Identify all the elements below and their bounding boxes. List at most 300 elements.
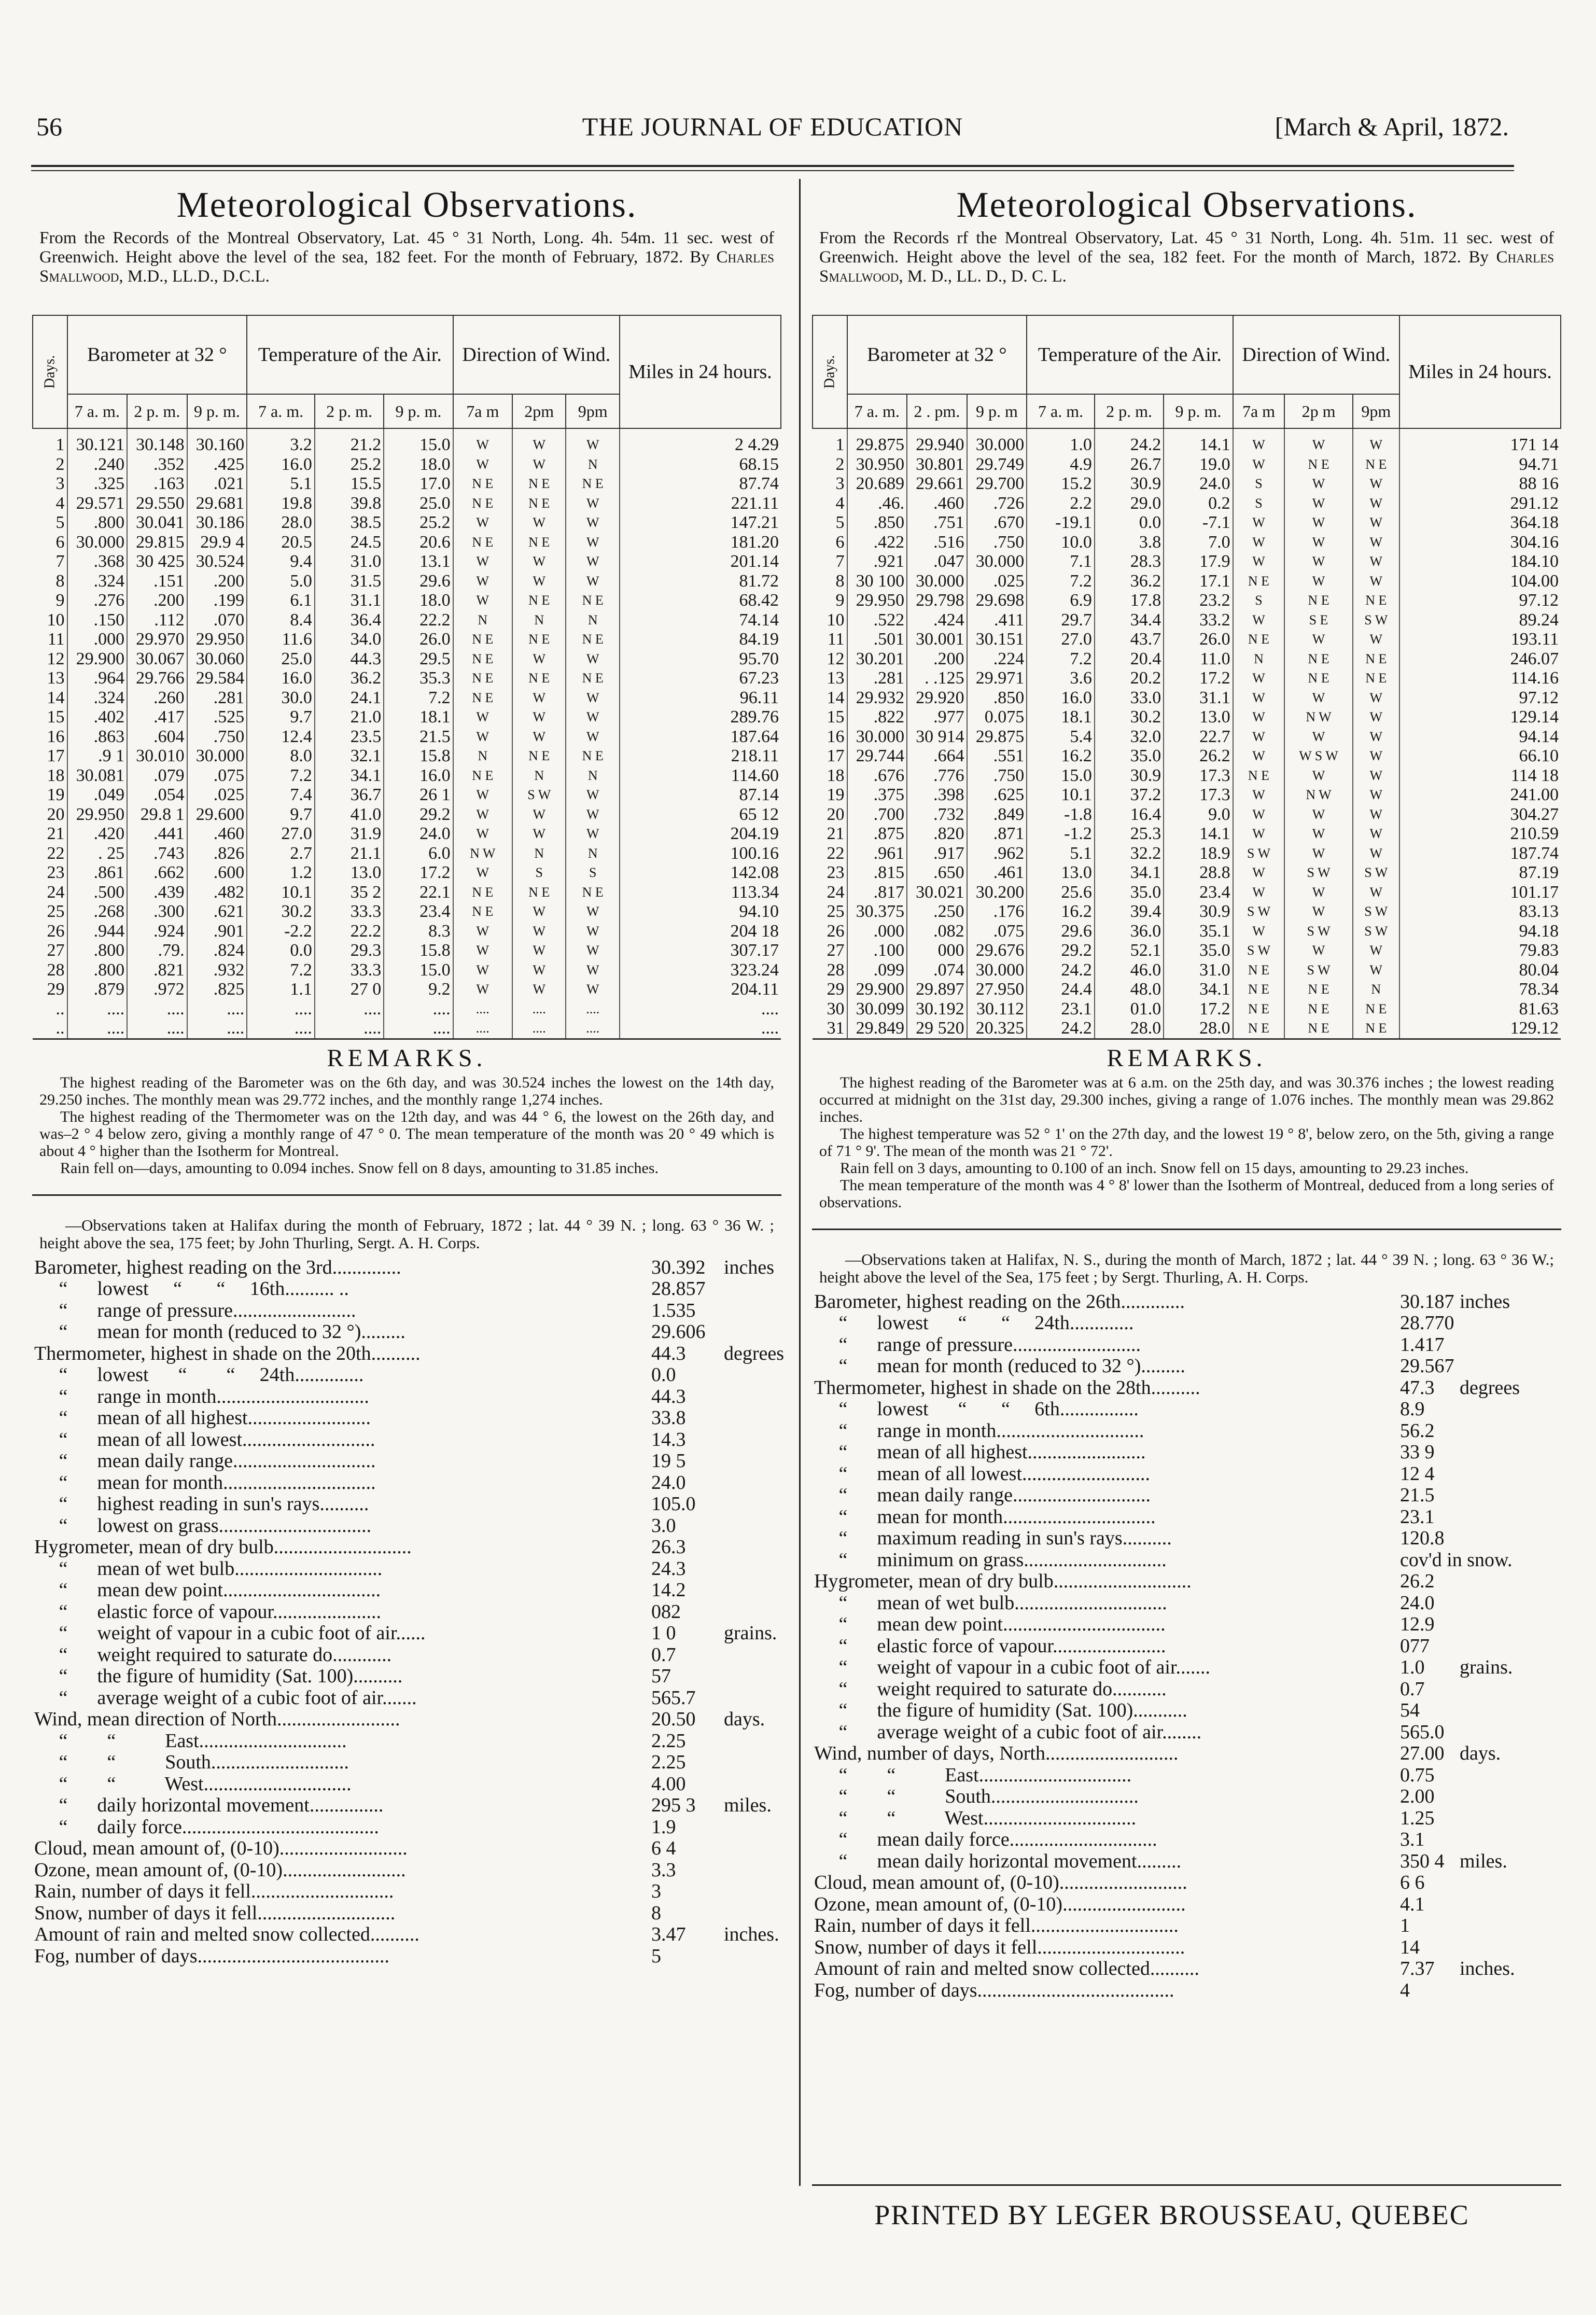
temp-2pm-cell: 29.0 [1095, 494, 1164, 513]
stat-label: Ozone, mean amount of, (0-10)......................... [34, 1859, 406, 1881]
baro-9pm-cell: 29.875 [967, 727, 1027, 747]
stat-row [814, 1485, 1561, 1507]
table-row [33, 474, 781, 494]
temp-7am-cell: 9.4 [247, 552, 315, 571]
stat-label: “ “ South............................ [34, 1751, 349, 1773]
author-name: Charles Smallwood, M. D., LL. D., D. C. L. [819, 248, 1554, 286]
temp-7am-cell: .... [247, 999, 315, 1019]
baro-7am-cell: 29.571 [67, 494, 128, 513]
stat-unit: inches. [724, 1923, 779, 1945]
stat-row [34, 1860, 781, 1881]
stat-row [34, 1429, 781, 1451]
stat-row [814, 1958, 1561, 1980]
temp-7am-cell: 23.1 [1027, 999, 1095, 1019]
stat-value: 565.7 [651, 1686, 696, 1709]
wind-9pm-cell: W [566, 902, 620, 922]
wind-9pm-cell: W [566, 494, 620, 513]
wind-2pm-cell: N E [512, 668, 566, 688]
stat-label: Snow, number of days it fell............................ [34, 1902, 396, 1924]
stat-row [34, 1515, 781, 1537]
wind-9pm-cell: S W [1353, 922, 1399, 941]
baro-2pm-cell: 29.920 [907, 688, 967, 708]
temp-9pm-cell: 14.1 [1164, 824, 1233, 844]
temp-9pm-cell: 25.0 [384, 494, 453, 513]
baro-2pm-cell: 30.041 [127, 513, 187, 533]
baro-7am-cell: .863 [67, 727, 128, 747]
baro-7am-cell: .049 [67, 785, 128, 805]
temp-7am-cell: -19.1 [1027, 513, 1095, 533]
stat-row [34, 1472, 781, 1494]
stat-value: 4 [1400, 1979, 1410, 2001]
day-cell: 15 [827, 707, 845, 727]
temp-7am-header: 7 a. m. [1027, 394, 1095, 428]
stat-row [34, 1903, 781, 1924]
temp-7am-cell: 3.2 [247, 428, 315, 455]
stat-label: “ mean for month............................... [34, 1471, 376, 1494]
stat-label: “ mean of all highest........................ [814, 1441, 1146, 1463]
temp-9pm-cell: 17.3 [1164, 785, 1233, 805]
stat-row [814, 1571, 1561, 1593]
stat-label: “ the figure of humidity (Sat. 100)........... [814, 1699, 1187, 1721]
wind-7am-cell: W [453, 863, 512, 883]
stat-label: Fog, number of days........................................ [814, 1979, 1174, 2001]
temp-9pm-cell: 17.2 [384, 863, 453, 883]
temp-2pm-cell: 33.0 [1095, 688, 1164, 708]
baro-2pm-cell: 29.897 [907, 980, 967, 999]
table-row [33, 902, 781, 922]
wind-9pm-cell: W [1353, 513, 1399, 533]
baro-9pm-cell: .849 [967, 805, 1027, 825]
table-row [813, 844, 1561, 863]
miles-cell: 94.14 [1399, 727, 1561, 747]
wind-7am-cell: .... [453, 1019, 512, 1039]
wind-7am-cell: W [1233, 513, 1285, 533]
baro-2pm-cell: .732 [907, 805, 967, 825]
stat-value: 6 4 [651, 1837, 676, 1859]
baro-7am-cell: .815 [847, 863, 907, 883]
temp-7am-cell: 7.4 [247, 785, 315, 805]
baro-2pm-cell: .751 [907, 513, 967, 533]
baro-9pm-cell: .200 [187, 571, 247, 591]
temp-7am-cell: 29.6 [1027, 922, 1095, 941]
temp-2pm-cell: 01.0 [1095, 999, 1164, 1019]
baro-2pm-cell: .650 [907, 863, 967, 883]
wind-7am-cell: N E [1233, 766, 1285, 786]
baro-9pm-cell: .825 [187, 980, 247, 999]
stat-row [814, 1593, 1561, 1614]
baro-7am-cell: .817 [847, 883, 907, 902]
temp-9pm-cell: 26.0 [384, 630, 453, 649]
temp-7am-cell: 10.0 [1027, 533, 1095, 552]
wind-9pm-cell: W [566, 428, 620, 455]
stat-label: “ average weight of a cubic foot of air........ [814, 1721, 1202, 1743]
stat-label: “ mean for month (reduced to 32 °)......... [34, 1321, 405, 1343]
stat-value: 20.50 [651, 1708, 696, 1730]
baro-2pm-cell: .79. [127, 941, 187, 960]
observations-table [32, 315, 781, 1040]
baro-9pm-cell: .871 [967, 824, 1027, 844]
table-row [33, 428, 781, 455]
miles-cell: 221.11 [620, 494, 781, 513]
stat-row [814, 1291, 1561, 1313]
miles-cell: 88 16 [1399, 474, 1561, 494]
wind-9pm-cell: W [1353, 844, 1399, 863]
temp-9pm-cell: 25.2 [384, 513, 453, 533]
table-row [33, 785, 781, 805]
temp-2pm-cell: 25.2 [315, 455, 384, 475]
stat-label: Cloud, mean amount of, (0-10).......................... [34, 1837, 408, 1859]
miles-cell: 87.14 [620, 785, 781, 805]
stat-row [34, 1644, 781, 1666]
temp-9pm-cell: 26.2 [1164, 746, 1233, 766]
baro-9pm-cell: .460 [187, 824, 247, 844]
wind-2pm-cell: W [1284, 941, 1352, 960]
wind-7am-cell: N E [1233, 571, 1285, 591]
header-rule-thin [31, 170, 1514, 171]
temp-7am-cell: 15.2 [1027, 474, 1095, 494]
temp-2pm-cell: 31.5 [315, 571, 384, 591]
wind-7am-cell: W [1233, 668, 1285, 688]
table-row [33, 824, 781, 844]
wind-7am-cell: W [453, 941, 512, 960]
wind-7am-cell: N E [1233, 999, 1285, 1019]
wind-2pm-cell: W [1284, 766, 1352, 786]
day-cell: 31 [827, 1019, 845, 1038]
wind-9pm-cell: W [1353, 533, 1399, 552]
temp-2pm-cell: 30.9 [1095, 474, 1164, 494]
temp-2pm-cell: 31.9 [315, 824, 384, 844]
wind-9pm-cell: N E [1353, 591, 1399, 610]
temp-2pm-cell: 36.2 [1095, 571, 1164, 591]
temp-7am-cell: 6.9 [1027, 591, 1095, 610]
temperature-header: Temperature of the Air. [1027, 315, 1233, 394]
stat-value: 30.187 [1400, 1290, 1454, 1313]
wind-9pm-cell: N E [1353, 649, 1399, 669]
temp-2pm-cell: 25.3 [1095, 824, 1164, 844]
temp-9pm-cell: 22.7 [1164, 727, 1233, 747]
wind-2pm-cell: W [1284, 824, 1352, 844]
table-row [813, 688, 1561, 708]
temp-7am-cell: 15.0 [1027, 766, 1095, 786]
wind-2pm-cell: W [512, 727, 566, 747]
temp-9pm-cell: 18.0 [384, 591, 453, 610]
day-cell: .. [55, 1019, 65, 1038]
temp-2pm-cell: 16.4 [1095, 805, 1164, 825]
wind-7am-cell: W [1233, 746, 1285, 766]
stat-value: 295 3 [651, 1794, 696, 1816]
wind-2pm-cell: W [512, 571, 566, 591]
stat-value: 21.5 [1400, 1484, 1435, 1506]
baro-7am-cell: .800 [67, 941, 128, 960]
table-row [813, 883, 1561, 902]
baro-2pm-cell: 29.661 [907, 474, 967, 494]
stat-label: “ mean of all lowest.......................... [814, 1462, 1151, 1485]
wind-9pm-cell: W [566, 941, 620, 960]
baro-2pm-cell: .460 [907, 494, 967, 513]
temp-7am-cell: 5.1 [1027, 844, 1095, 863]
day-cell: 18 [827, 765, 845, 785]
stat-label: “ mean of wet bulb............................... [814, 1592, 1167, 1614]
stat-label: “ mean daily horizontal movement......... [814, 1850, 1182, 1872]
baro-9pm-cell: .075 [187, 766, 247, 786]
miles-cell: 94.10 [620, 902, 781, 922]
temp-7am-cell: 19.8 [247, 494, 315, 513]
baro-9pm-cell: 30.000 [187, 746, 247, 766]
wind-7am-cell: N E [1233, 980, 1285, 999]
wind-9pm-cell: N E [1353, 455, 1399, 475]
baro-2pm-cell: 30.001 [907, 630, 967, 649]
temp-2pm-cell: 37.2 [1095, 785, 1164, 805]
wind-9pm-header: 9pm [566, 394, 620, 428]
wind-header: Direction of Wind. [1233, 315, 1399, 394]
temp-2pm-cell: 30.9 [1095, 766, 1164, 786]
wind-9pm-cell: W [566, 707, 620, 727]
wind-9pm-cell: W [566, 980, 620, 999]
temp-7am-cell: 0.0 [247, 941, 315, 960]
temp-7am-cell: 29.7 [1027, 610, 1095, 630]
stat-row [34, 1601, 781, 1623]
baro-9pm-cell: .824 [187, 941, 247, 960]
table-row [813, 1019, 1561, 1039]
wind-9pm-cell: W [566, 960, 620, 980]
baro-9pm-cell: .750 [187, 727, 247, 747]
table-row [33, 941, 781, 960]
wind-9pm-cell: N [566, 455, 620, 475]
baro-2pm-cell: 30.801 [907, 455, 967, 475]
baro-2pm-cell: .112 [127, 610, 187, 630]
temp-2pm-cell: 27 0 [315, 980, 384, 999]
remarks-paragraph: The highest temperature was 52 ° 1' on the 27th day, and the lowest 19 ° 8', below zero, on the 5th, giving a range of 71 ° 9'. The mean of the month was 21 ° 72'. [819, 1125, 1554, 1160]
baro-7am-cell: .375 [847, 785, 907, 805]
miles-cell: 96.11 [620, 688, 781, 708]
stat-value: 6 6 [1400, 1872, 1425, 1893]
temp-9pm-cell: 28.8 [1164, 863, 1233, 883]
baro-2pm-cell: 29.8 1 [127, 805, 187, 825]
baro-9pm-cell: .962 [967, 844, 1027, 863]
day-cell: 11 [47, 630, 65, 649]
temp-7am-cell: -1.8 [1027, 805, 1095, 825]
stat-row [814, 1980, 1561, 2002]
temp-9pm-cell: 17.1 [1164, 571, 1233, 591]
baro-7am-cell: .268 [67, 902, 128, 922]
wind-7am-cell: W [1233, 552, 1285, 571]
baro-2pm-cell: 30.010 [127, 746, 187, 766]
wind-9pm-cell: W [1353, 494, 1399, 513]
stat-label: “ daily horizontal movement............... [34, 1794, 384, 1816]
remarks-paragraph: The highest reading of the Barometer was at 6 a.m. on the 25th day, and was 30.376 inches ; the lowest reading occurred at midnight on the 31st day, 29.300 inches, giving a range of 1.076 inches. The monthly mean was 29.862 inches. [819, 1073, 1554, 1125]
wind-2pm-cell: W [512, 941, 566, 960]
baro-2pm-cell: 30.148 [127, 428, 187, 455]
table-row [813, 746, 1561, 766]
miles-cell: 66.10 [1399, 746, 1561, 766]
stat-row [34, 1709, 781, 1731]
baro-9pm-cell: 29.584 [187, 668, 247, 688]
day-cell: 10 [827, 610, 845, 630]
stat-row [34, 1881, 781, 1903]
stat-unit: days. [1460, 1742, 1501, 1764]
baro-9pm-cell: 27.950 [967, 980, 1027, 999]
stat-row [814, 1937, 1561, 1959]
temp-9pm-cell: 20.6 [384, 533, 453, 552]
stat-row [814, 1334, 1561, 1356]
temp-2pm-cell: .... [315, 1019, 384, 1039]
stat-row [34, 1278, 781, 1300]
temp-2pm-cell: 36.0 [1095, 922, 1164, 941]
baro-2pm-cell: .151 [127, 571, 187, 591]
stat-unit: degrees [724, 1342, 785, 1364]
temp-2pm-cell: 44.3 [315, 649, 384, 669]
day-cell: 29 [827, 980, 845, 999]
table-row [33, 727, 781, 747]
baro-9pm-cell: .025 [187, 785, 247, 805]
baro-7am-cell: 29.932 [847, 688, 907, 708]
baro-7am-cell: 29.849 [847, 1019, 907, 1039]
temp-9pm-cell: 18.0 [384, 455, 453, 475]
temp-2pm-cell: 34.1 [315, 766, 384, 786]
baro-9pm-cell: .932 [187, 960, 247, 980]
temp-2pm-cell: 20.4 [1095, 649, 1164, 669]
temp-9pm-cell: 0.2 [1164, 494, 1233, 513]
table-row [33, 922, 781, 941]
miles-cell: 187.64 [620, 727, 781, 747]
wind-2pm-cell: W [512, 805, 566, 825]
stat-value: 1.0 [1400, 1656, 1425, 1678]
wind-7am-cell: W [453, 591, 512, 610]
source-text: From the Records of the Montreal Observatory, Lat. 45 ° 31 North, Long. 4h. 54m. 11 sec. west of Greenwich. Height above the level of the sea, 182 feet. For the month of February, 1872. By [39, 229, 774, 267]
baro-7am-cell: 30.375 [847, 902, 907, 922]
stat-label: Cloud, mean amount of, (0-10).......................... [814, 1872, 1187, 1893]
day-cell: 7 [835, 552, 845, 571]
table-row [813, 824, 1561, 844]
february-column [32, 179, 785, 2274]
wind-9pm-cell: W [566, 552, 620, 571]
stat-row [34, 1666, 781, 1688]
wind-2pm-cell: N [512, 766, 566, 786]
miles-cell: 67.23 [620, 668, 781, 688]
temp-2pm-cell: 26.7 [1095, 455, 1164, 475]
wind-2pm-cell: S W [512, 785, 566, 805]
table-row [813, 494, 1561, 513]
wind-7am-cell: N E [453, 902, 512, 922]
stat-value: 1 0 [651, 1622, 676, 1644]
miles-cell: 246.07 [1399, 649, 1561, 669]
miles-cell: 79.83 [1399, 941, 1561, 960]
stat-label: “ mean of all lowest........................... [34, 1428, 375, 1451]
baro-2pm-cell: .776 [907, 766, 967, 786]
baro-9pm-header: 9 p. m [967, 394, 1027, 428]
table-row [33, 999, 781, 1019]
wind-7am-cell: W [453, 824, 512, 844]
table-row [33, 707, 781, 727]
day-cell: 14 [827, 688, 845, 707]
temp-9pm-cell: 18.9 [1164, 844, 1233, 863]
miles-cell: 74.14 [620, 610, 781, 630]
table-row [33, 630, 781, 649]
temp-7am-cell: .... [247, 1019, 315, 1039]
temp-9pm-cell: 34.1 [1164, 980, 1233, 999]
wind-9pm-cell: .... [566, 999, 620, 1019]
baro-2pm-cell: . .125 [907, 668, 967, 688]
wind-9pm-cell: W [1353, 707, 1399, 727]
temp-2pm-cell: 24.5 [315, 533, 384, 552]
wind-7am-cell: W [453, 980, 512, 999]
day-cell: 6 [835, 532, 845, 552]
day-cell: 17 [827, 746, 845, 765]
baro-7am-cell: .325 [67, 474, 128, 494]
temp-7am-cell: 27.0 [247, 824, 315, 844]
wind-9pm-cell: N [566, 610, 620, 630]
wind-7am-cell: N [453, 610, 512, 630]
temp-9pm-cell: 35.0 [1164, 941, 1233, 960]
baro-7am-cell: .875 [847, 824, 907, 844]
temp-2pm-cell: 43.7 [1095, 630, 1164, 649]
wind-2pm-cell: W [1284, 552, 1352, 571]
wind-2pm-cell: N E [1284, 591, 1352, 610]
day-cell: 12 [47, 649, 65, 668]
wind-7am-cell: N [1233, 649, 1285, 669]
stat-label: “ lowest “ “ 24th............. [814, 1312, 1134, 1334]
temp-7am-cell: -1.2 [1027, 824, 1095, 844]
baro-9pm-cell: .621 [187, 902, 247, 922]
baro-2pm-cell: .743 [127, 844, 187, 863]
wind-2pm-cell: W [512, 428, 566, 455]
wind-9pm-cell: W [1353, 688, 1399, 708]
baro-2pm-cell: .200 [127, 591, 187, 610]
stat-value: 2.00 [1400, 1786, 1435, 1807]
stat-value: 19 5 [651, 1450, 686, 1472]
baro-9pm-cell: 30.200 [967, 883, 1027, 902]
baro-2pm-cell: .300 [127, 902, 187, 922]
baro-9pm-cell: .... [187, 1019, 247, 1039]
barometer-header: Barometer at 32 ° [67, 315, 247, 394]
stat-value: 44.3 [651, 1385, 686, 1407]
wind-2pm-cell: N E [512, 591, 566, 610]
stat-value: 57 [651, 1665, 671, 1687]
stat-row [34, 1537, 781, 1558]
temp-7am-cell: 7.2 [247, 960, 315, 980]
stat-label: Fog, number of days....................................... [34, 1945, 390, 1967]
temp-7am-cell: 1.2 [247, 863, 315, 883]
baro-7am-cell: .9 1 [67, 746, 128, 766]
table-row [813, 610, 1561, 630]
table-row [813, 766, 1561, 786]
journal-title: THE JOURNAL OF EDUCATION [582, 112, 963, 141]
stat-row [814, 1356, 1561, 1377]
baro-2pm-cell: 29.798 [907, 591, 967, 610]
temp-2pm-header: 2 p. m. [315, 394, 384, 428]
stat-row [34, 1580, 781, 1601]
temp-7am-cell: 30.0 [247, 688, 315, 708]
table-row [813, 649, 1561, 669]
wind-7am-cell: W [453, 571, 512, 591]
temp-9pm-cell: 14.1 [1164, 428, 1233, 455]
baro-2pm-cell: 29.815 [127, 533, 187, 552]
table-row [813, 922, 1561, 941]
wind-9pm-cell: N [566, 844, 620, 863]
day-cell: 3 [835, 474, 845, 493]
temp-9pm-cell: 15.8 [384, 746, 453, 766]
stat-value: 23.1 [1400, 1505, 1435, 1528]
table-row [813, 513, 1561, 533]
baro-9pm-cell: .625 [967, 785, 1027, 805]
temp-7am-cell: 25.6 [1027, 883, 1095, 902]
baro-7am-header: 7 a. m. [847, 394, 907, 428]
temp-2pm-cell: 22.2 [315, 922, 384, 941]
temp-7am-cell: 24.2 [1027, 1019, 1095, 1039]
temp-7am-cell: 11.6 [247, 630, 315, 649]
baro-7am-cell: .402 [67, 707, 128, 727]
wind-7am-cell: W [1233, 707, 1285, 727]
